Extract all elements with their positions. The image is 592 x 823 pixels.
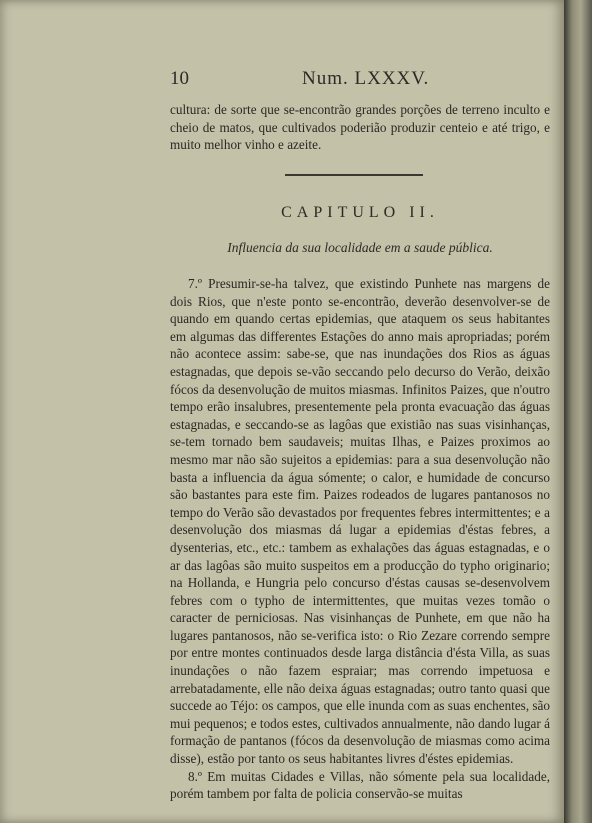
chapter-body (170, 275, 550, 803)
chapter-title: CAPITULO II. (281, 204, 439, 221)
paragraph-8: 8.º Em muitas Cidades e Villas, não sómente pela sua localidade, porém tambem por falta de policia conservão-se muitas (170, 768, 550, 802)
running-head: Num. LXXXV. (302, 68, 430, 89)
section-divider (285, 174, 423, 176)
adjacent-page-edge (564, 0, 592, 823)
chapter-subtitle: Influencia da sua localidade em a saude pública. (227, 240, 493, 255)
page-number: 10 (170, 68, 189, 89)
page-header (170, 68, 550, 94)
continued-paragraph: cultura: de sorte que se-encontrão grandes porções de terreno inculto e cheio de matos, que cultivados poderião produzir centeio e até trigo, e muito melhor vinho e azeite. (170, 102, 550, 153)
continued-paragraph-block (170, 101, 550, 154)
paragraph-7: 7.º Presumir-se-ha talvez, que existindo Punhete nas margens de dois Rios, que n'este ponto se-encontrão, deverão desenvolver-se de quando em quando certas epidemias, que ataquem os seus habitantes em algumas das differentes Estações do anno mais apropriadas; porém não acontece assim: sabe-se, que nas inundações dos Rios as águas estagnadas, que depois se-vão seccando pelo decurso do Verão, deixão fócos da desenvolução de muitos miasmas. Infinitos Paizes, que n'outro tempo erão insalubres, presentemente pela pronta evacuação das águas estagnadas, e seccando-se as lagôas que existião nas suas visinhanças, se-tem tornado bem saudaveis; muitas Ilhas, e Paizes proximos ao mesmo mar não são sujeitos a epidemias: para a sua desenvolução não basta a influencia da água sómente; o calor, e humidade de concurso são bastantes para este fim. Paizes rodeados de lugares pantanosos no tempo do Verão são devastados por frequentes febres intermittentes; e a desenvolução dos miasmas dá lugar a epidemias d'éstas febres, a dysenterias, etc., etc.: tambem as exhalações das águas estagnadas, e o ar das lagôas são muito suspeitos em a producção do typho originario; na Hollanda, e Hungria pelo concurso d'éstas causas se-desenvolvem febres com o typho de intermittentes, que muitas vezes tomão o caracter de perniciosas. Nas visinhanças de Punhete, em que não ha lugares pantanosos, não se-verifica isto: o Rio Zezare correndo sempre por entre montes continuados desde larga distância d'ésta Villa, as suas inundações o não fazem espraiar; mas correndo impetuosa e arrebatadamente, elle não deixa águas estagnadas; outro tanto quasi que succede ao Téjo: os campos, que elle inunda com as suas enchentes, são mui pequenos; e todos estes, cultivados annualmente, não dando lugar á formação de pantanos (fócos da desenvolução de miasmas como acima disse), estão por tanto os seus habitantes livres d'éstes epidemias. (170, 276, 550, 767)
